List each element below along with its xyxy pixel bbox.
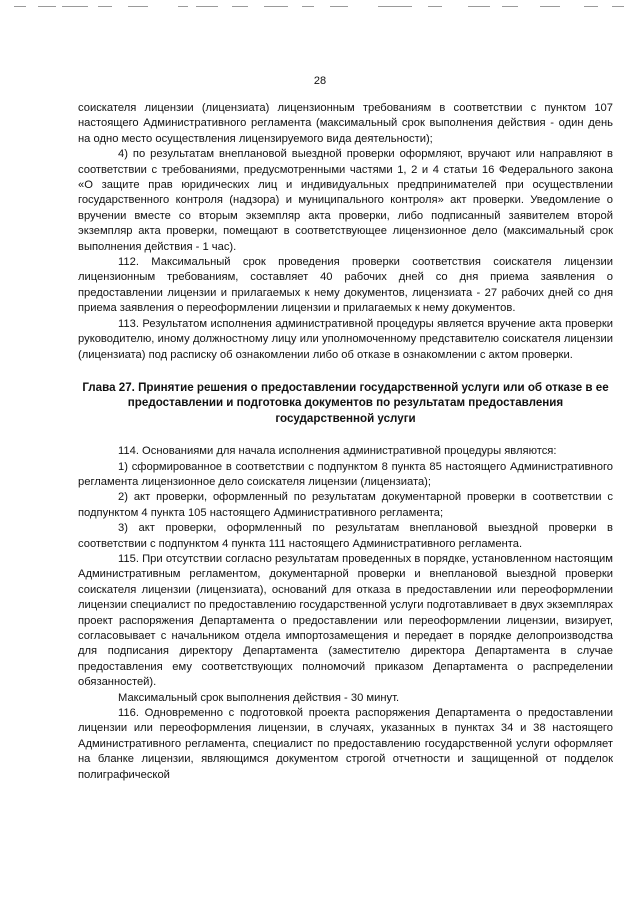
paragraph: 113. Результатом исполнения административной процедуры является вручение акта проверки руководителю, иному должностному лицу или уполномоченному представителю соискателя лицензии (лицензиата) под расписку об ознакомлении либо об отказе в ознакомлении с актом проверки.	[78, 317, 613, 361]
page-number: 28	[313, 75, 327, 87]
document-text	[78, 101, 613, 783]
paragraph: 4) по результатам внеплановой выездной проверки оформляют, вручают или направляют в соответствии с требованиями, предусмотренными частями 1, 2 и 4 статьи 16 Федерального закона «О защите прав юридических лиц и индивидуальных предпринимателей при осуществлении государственного контроля (надзора) и муниципального контроля» акт проверки. Уведомление о вручении вместе со вторым экземпляр акта проверки, либо подписанный заявителем второй экземпляр акта проверки, помещают в соответствующее лицензионное дело (максимальный срок выполнения действия - 1 час).	[78, 148, 613, 253]
paragraph: 116. Одновременно с подготовкой проекта распоряжения Департамента о предоставлении лицензии или переоформления лицензии, в случаях, указанных в пунктах 34 и 38 настоящего Административного регламента, специалист по предоставлению государственной услуги оформляет на бланке лицензии, являющимся документом строгой отчетности и защищенной от подделок полиграфической	[78, 707, 613, 781]
paragraph: 3) акт проверки, оформленный по результатам внеплановой выездной проверки в соответствии с подпунктом 4 пункта 111 настоящего Административного регламента.	[78, 522, 613, 550]
scan-artifact-strip	[0, 0, 640, 14]
paragraphs-before-heading	[78, 101, 613, 363]
paragraph: 2) акт проверки, оформленный по результатам документарной проверки в соответствии с подпунктом 4 пункта 105 настоящего Административного регламента;	[78, 491, 613, 519]
paragraph: Максимальный срок выполнения действия - 30 минут.	[118, 691, 400, 704]
paragraph: 115. При отсутствии согласно результатам проведенных в порядке, установленном настоящим Административным регламентом, документарной проверки и внеплановой выездной проверки соискателя лицензии (лицензиата), оснований для отказа в предоставлении или переоформлении лицензии специалист по предоставлению государственной услуги подготавливает в двух экземплярах проект распоряжения Департамента о предоставлении или переоформлении лицензии, визирует, согласовывает с начальником отдела импортозамещения и передает в порядке делопроизводства для подписания директору Департамента (заместителю директора Департамента в случае предоставления ему соответствующих полномочий приказом Департамента о распределении обязанностей).	[78, 552, 613, 689]
paragraph: 114. Основаниями для начала исполнения административной процедуры являются:	[118, 445, 557, 458]
paragraph: соискателя лицензии (лицензиата) лицензионным требованиям в соответствии с пунктом 107 настоящего Административного регламента (максимальный срок выполнения действия - один день на одно место осуществления лицензируемого вида деятельности);	[78, 102, 613, 145]
paragraphs-after-heading	[78, 444, 613, 783]
paragraph: 1) сформированное в соответствии с подпунктом 8 пункта 85 настоящего Административного регламента лицензионное дело соискателя лицензии (лицензиата);	[78, 460, 613, 488]
paragraph: 112. Максимальный срок проведения проверки соответствия соискателя лицензии лицензионным требованиям, составляет 40 рабочих дней со дня приема заявления о предоставлении лицензии и прилагаемых к нему документов, лицензиата - 27 рабочих дней со дня приема заявления о переоформлении лицензии и прилагаемых к нему документов.	[78, 256, 613, 315]
chapter-heading: Глава 27. Принятие решения о предоставлении государственной услуги или об отказе в ее предоставлении и подготовка документов по результатам предоставления государственной услуги	[82, 380, 609, 425]
